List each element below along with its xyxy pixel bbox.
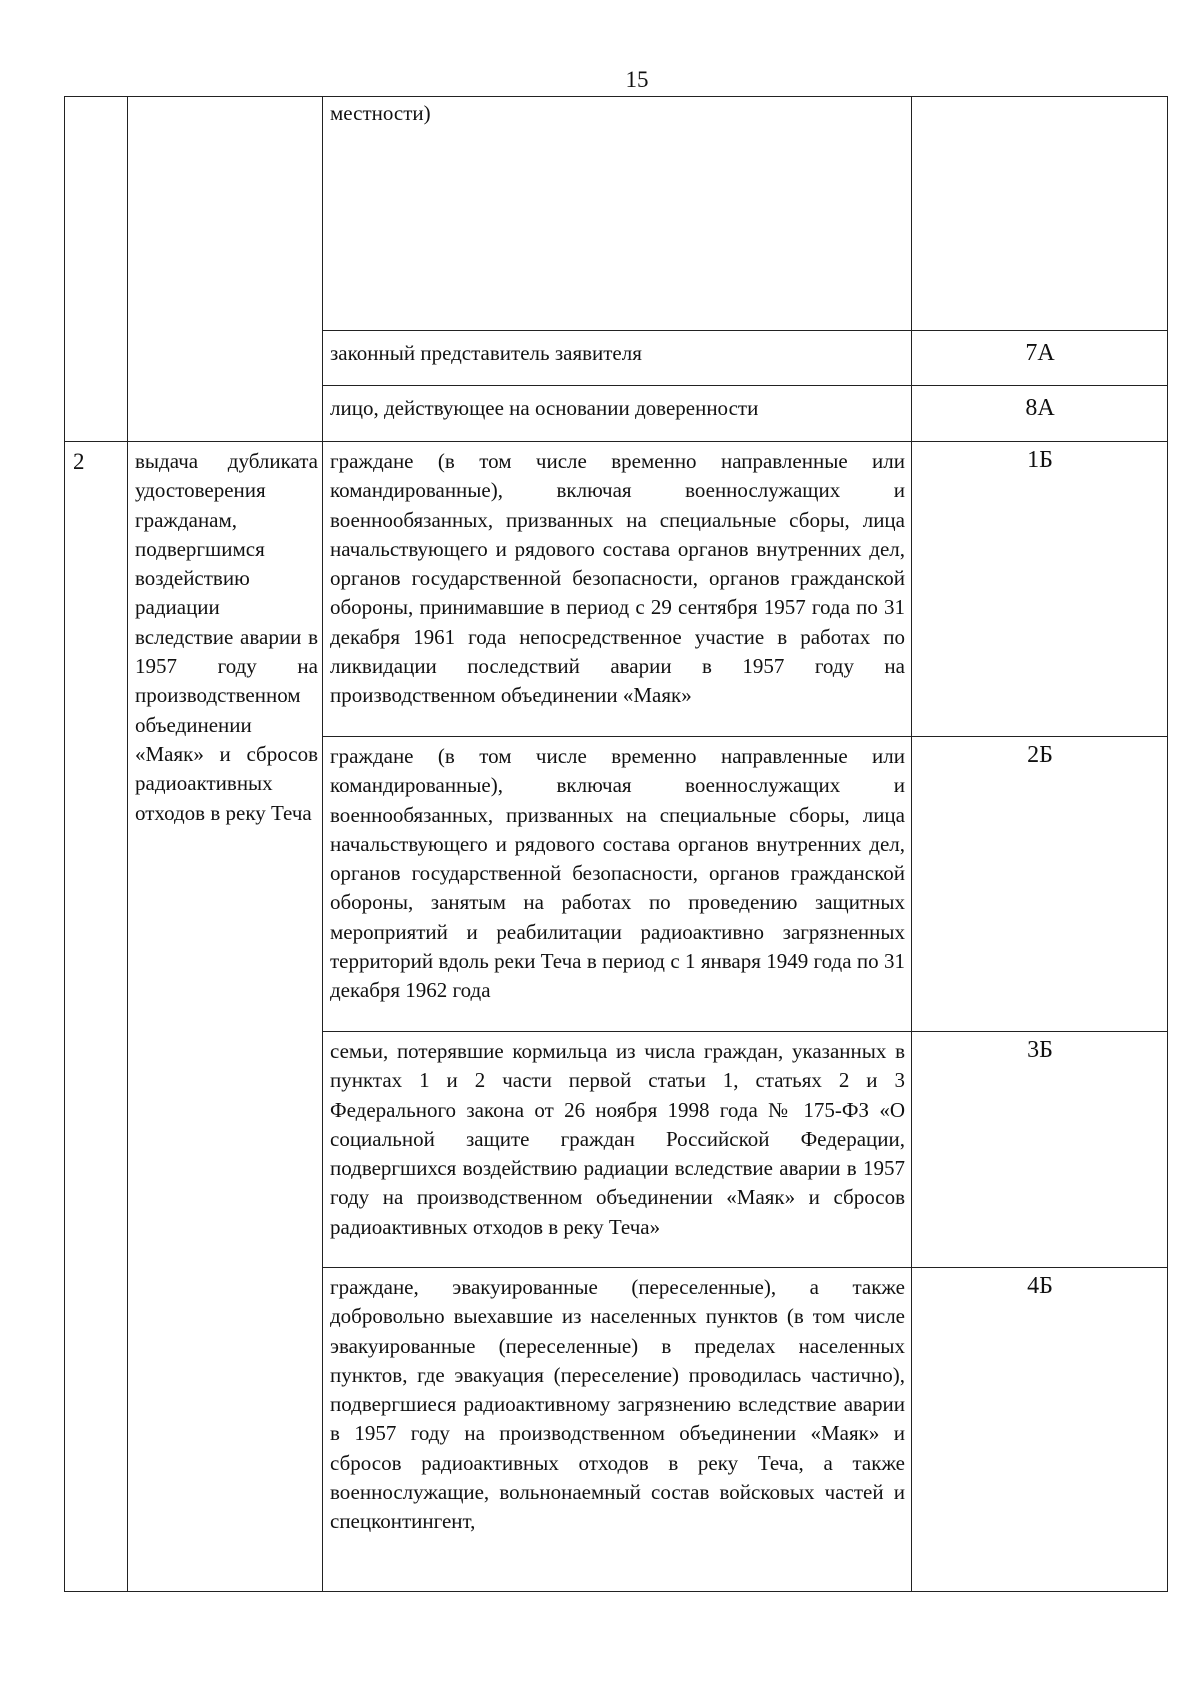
row-2-service-name: выдача дубликата удостоверения гражданам, подвергшимся воздействию радиации вследствие аварии в 1957 году на производственном объединении «Маяк» и сбросов радиоактивных отходов в реку Теча: [135, 449, 318, 825]
row-2-number: 2: [73, 449, 85, 474]
row-1-item-2-code: 7А: [1025, 340, 1055, 366]
page-number: 15: [625, 67, 649, 92]
row-2-item-2-code: 2Б: [1027, 742, 1053, 768]
row-2-item-2-description: граждане (в том числе временно направленные или командированные), включая военнослужащих и военнообязанных, призванных на специальные сборы, лица начальствующего и рядового состава органов внутренних дел, органов государственной безопасности, органов гражданской обороны, занятым на работах по проведению защитных мероприятий и реабилитации радиоактивно загрязненных территорий вдоль реки Теча в период с 1 января 1949 года по 31 декабря 1962 года: [330, 744, 905, 1003]
row-1-item-1-description: местности): [330, 101, 431, 125]
column-divider: [127, 97, 128, 1591]
row-divider: [65, 441, 1167, 442]
column-divider: [911, 97, 912, 1591]
row-2-item-3-code: 3Б: [1027, 1037, 1053, 1063]
row-1-item-2-description: законный представитель заявителя: [330, 341, 642, 365]
column-divider: [322, 97, 323, 1591]
row-divider: [322, 1267, 1167, 1268]
services-table: [64, 96, 1168, 1592]
row-2-item-4-code: 4Б: [1027, 1273, 1053, 1299]
row-1-item-3-description: лицо, действующее на основании доверенности: [330, 396, 759, 420]
row-divider: [322, 330, 1167, 331]
row-2-item-1-code: 1Б: [1027, 447, 1053, 473]
row-2-item-1-description: граждане (в том числе временно направленные или командированные), включая военнослужащих и военнообязанных, призванных на специальные сборы, лица начальствующего и рядового состава органов внутренних дел, органов государственной безопасности, органов гражданской обороны, принимавшие в период с 29 сентября 1957 года по 31 декабря 1961 года непосредственное участие в работах по ликвидации последствий аварии в 1957 году на производственном объединении «Маяк»: [330, 449, 905, 708]
row-divider: [322, 385, 1167, 386]
row-2-item-3-description: семьи, потерявшие кормильца из числа граждан, указанных в пунктах 1 и 2 части первой статьи 1, статьях 2 и 3 Федерального закона от 26 ноября 1998 года № 175-ФЗ «О социальной защите граждан Российской Федерации, подвергшихся воздействию радиации вследствие аварии в 1957 году на производственном объединении «Маяк» и сбросов радиоактивных отходов в реку Теча»: [330, 1039, 905, 1239]
row-divider: [322, 1031, 1167, 1032]
row-1-item-3-code: 8А: [1025, 395, 1055, 421]
row-2-item-4-description: граждане, эвакуированные (переселенные), а также добровольно выехавшие из населенных пунктов (в том числе эвакуированные (переселенные) в пределах населенных пунктов, где эвакуация (переселение) проводилась частично), подвергшиеся радиоактивному загрязнению вследствие аварии в 1957 году на производственном объединении «Маяк» и сбросов радиоактивных отходов в реку Теча, а также военнослужащие, вольнонаемный состав войсковых частей и спецконтингент,: [330, 1275, 905, 1534]
row-divider: [322, 736, 1167, 737]
